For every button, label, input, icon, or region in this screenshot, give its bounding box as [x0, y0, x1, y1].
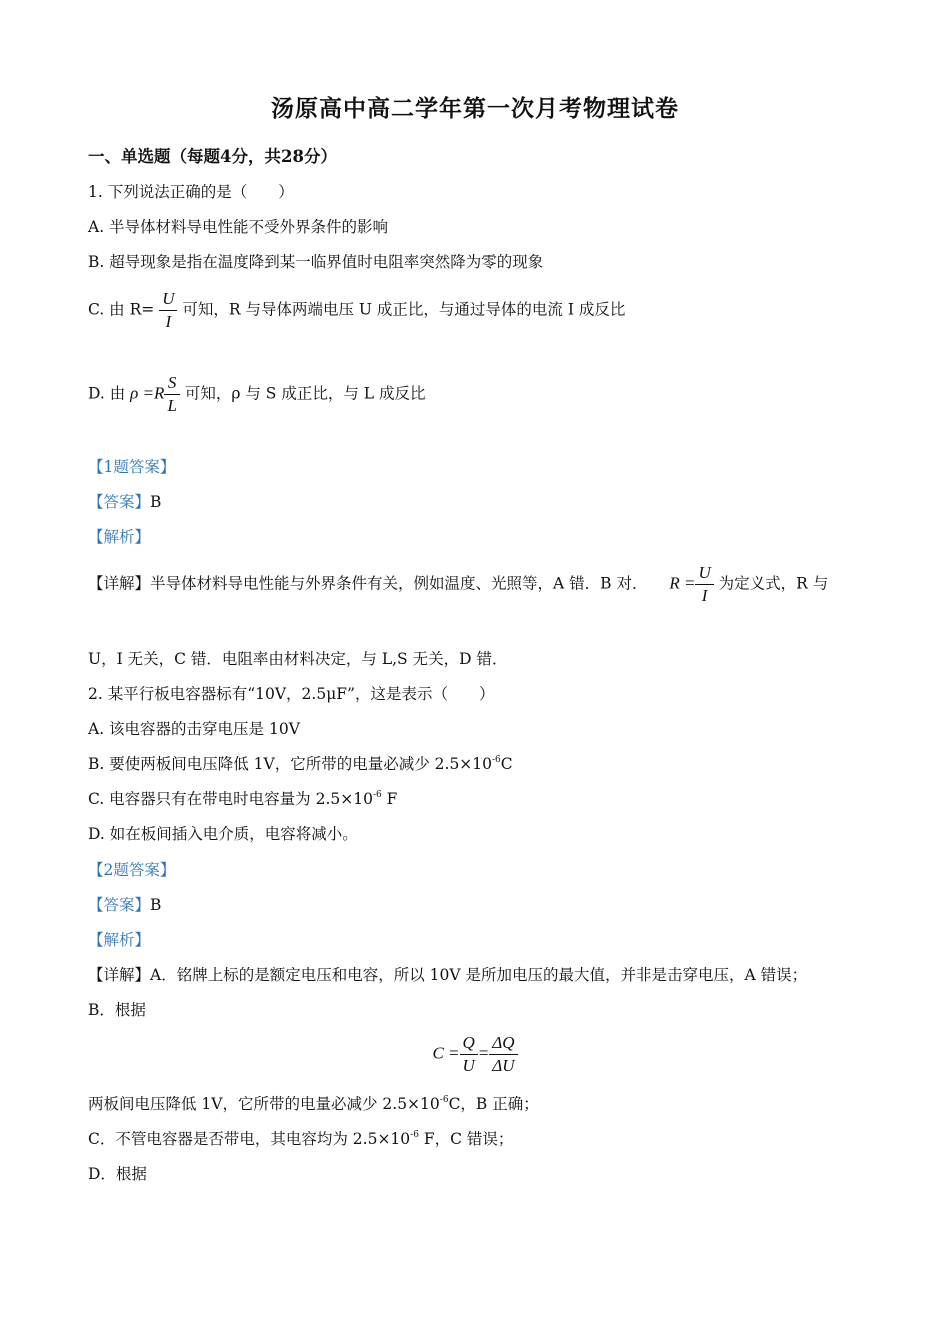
- q1-d-suffix: 可知，ρ 与 S 成正比，与 L 成反比: [184, 384, 426, 403]
- q1-detail: [88, 562, 828, 607]
- q1-answer-heading: 【1题答案】: [88, 458, 176, 476]
- answer-value: B: [150, 896, 162, 914]
- q1-option-b: B. 超导现象是指在温度降到某一临界值时电阻率突然降为零的现象: [88, 253, 544, 271]
- q2-detail-c-exponent: -6: [410, 1130, 419, 1140]
- q2-detail-d: D．根据: [88, 1165, 147, 1183]
- eq-equals: =: [477, 1043, 490, 1063]
- q1-d-fraction: [164, 372, 179, 417]
- q1-detail-numerator: U: [695, 562, 713, 585]
- q2-b-unit: C: [500, 755, 513, 773]
- q2-detail-b2-text: 两板间电压降低 1V，它所带的电量必减少 2.5×10: [88, 1095, 440, 1113]
- eq-fraction-1: [460, 1032, 478, 1077]
- q1-d-lhs: ρ =R: [130, 383, 165, 403]
- q2-analysis-heading: 【解析】: [88, 931, 151, 949]
- q2-detail-b2-exponent: -6: [439, 1095, 449, 1105]
- eq-lhs: C =: [432, 1043, 460, 1063]
- q1-c-denominator: I: [165, 312, 172, 331]
- q2-option-d: D. 如在板间插入电介质，电容将减小。: [88, 825, 358, 843]
- q1-detail-text: 半导体材料导电性能与外界条件有关，例如温度、光照等，A 错．B 对．: [150, 574, 648, 593]
- q1-option-c: [88, 288, 625, 333]
- q1-detail-denominator: I: [701, 586, 708, 605]
- q2-stem: 2. 某平行板电容器标有“10V，2.5μF”，这是表示（ ）: [88, 685, 495, 703]
- eq-den-1: U: [462, 1056, 475, 1075]
- q1-c-numerator: U: [159, 288, 177, 311]
- q2-detail-b2-tail: C，B 正确；: [448, 1095, 539, 1113]
- q2-detail-a: [88, 964, 807, 986]
- eq-den-2: ΔU: [492, 1056, 515, 1075]
- q2-detail-b2: [88, 1093, 539, 1115]
- q2-detail-c-text: C．不管电容器是否带电，其电容均为 2.5×10: [88, 1130, 411, 1148]
- answer-value: B: [150, 493, 162, 511]
- q1-d-denominator: L: [167, 396, 177, 415]
- q1-c-fraction: [159, 288, 177, 333]
- detail-tag: 【详解】: [88, 574, 151, 593]
- q2-c-text: C. 电容器只有在带电时电容量为 2.5×10: [88, 790, 373, 808]
- q2-c-unit: F: [381, 790, 398, 808]
- q2-answer: [88, 894, 161, 916]
- q1-detail-eq-lhs: R =: [669, 573, 696, 593]
- q2-capacitance-equation: [0, 1032, 950, 1077]
- detail-tag: 【详解】: [88, 966, 151, 984]
- q1-stem: 1. 下列说法正确的是（ ）: [88, 183, 294, 201]
- section-heading: 一、单选题（每题4分，共28分）: [88, 147, 337, 166]
- q2-detail-a-text: A．铭牌上标的是额定电压和电容，所以 10V 是所加电压的最大值，并非是击穿电压，A 错误；: [150, 966, 808, 984]
- eq-num-2: ΔQ: [489, 1032, 517, 1055]
- q1-detail-line2: U，I 无关，C 错．电阻率由材料决定，与 L,S 无关，D 错．: [88, 650, 508, 668]
- q2-option-c: [88, 788, 397, 810]
- q1-c-suffix: 可知，R 与导体两端电压 U 成正比，与通过导体的电流 I 成反比: [182, 300, 626, 319]
- eq-fraction-2: [489, 1032, 517, 1077]
- q2-b-exponent: -6: [492, 755, 501, 765]
- q1-analysis-heading: 【解析】: [88, 528, 151, 546]
- q2-detail-b: B．根据: [88, 1001, 146, 1019]
- q2-detail-c: [88, 1128, 513, 1150]
- q1-d-numerator: S: [164, 372, 179, 395]
- q1-option-d: [88, 372, 426, 417]
- answer-tag: 【答案】: [88, 493, 151, 511]
- q2-option-b: [88, 753, 513, 775]
- q1-option-a: A. 半导体材料导电性能不受外界条件的影响: [88, 218, 389, 236]
- q2-b-text: B. 要使两板间电压降低 1V，它所带的电量必减少 2.5×10: [88, 755, 493, 773]
- eq-num-1: Q: [460, 1032, 478, 1055]
- q1-c-prefix: C. 由 R=: [88, 300, 155, 319]
- q2-answer-heading: 【2题答案】: [88, 861, 176, 879]
- q1-detail-fraction: [695, 562, 713, 607]
- q1-detail-text-b: 为定义式，R 与: [718, 574, 829, 593]
- answer-tag: 【答案】: [88, 896, 151, 914]
- q2-detail-c-tail: F，C 错误；: [418, 1130, 514, 1148]
- q1-d-prefix: D. 由: [88, 384, 126, 403]
- q2-c-exponent: -6: [372, 790, 382, 800]
- q2-option-a: A. 该电容器的击穿电压是 10V: [88, 720, 300, 738]
- page-title: 汤原高中高二学年第一次月考物理试卷: [271, 95, 679, 122]
- q1-answer: [88, 491, 161, 513]
